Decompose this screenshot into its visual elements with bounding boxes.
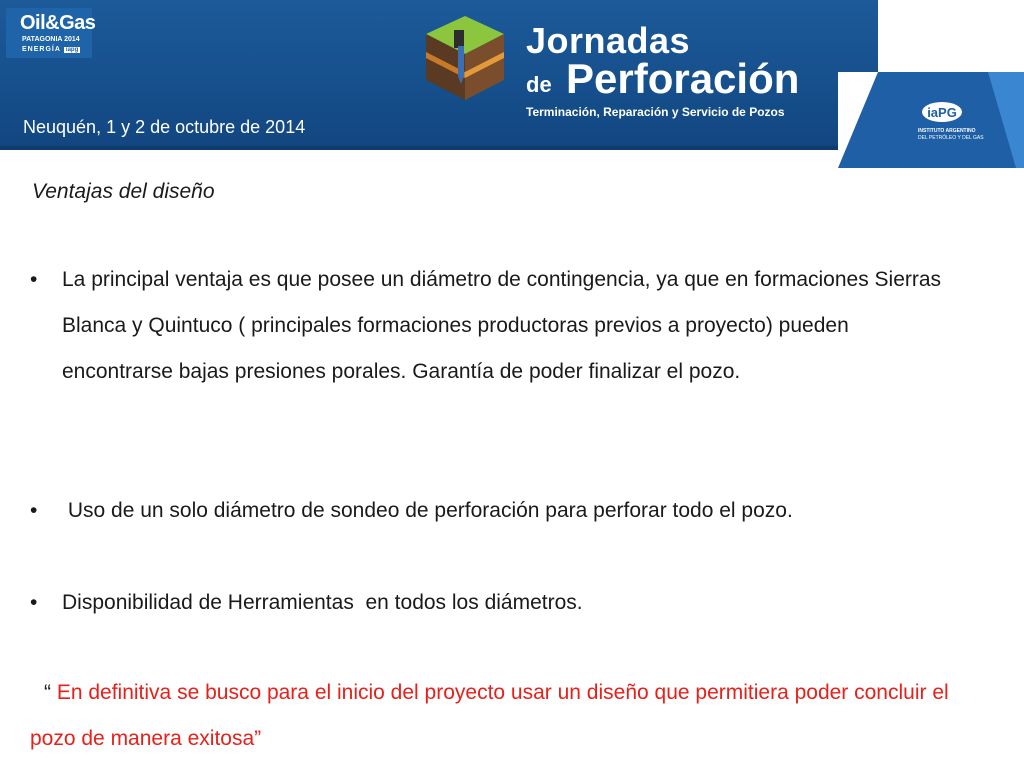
org-logo-text: iaPG xyxy=(927,105,957,120)
org-name-line2: DEL PETRÓLEO Y DEL GAS xyxy=(918,135,984,141)
event-title-de: de xyxy=(526,72,552,97)
conclusion-text: En definitiva se busco para el inicio del proyecto usar un diseño que permitiera poder concluir el pozo de manera exitosa” xyxy=(30,681,949,750)
conclusion-quote xyxy=(30,670,990,762)
bullet-marker: • xyxy=(30,499,38,522)
event-subtitle: Terminación, Reparación y Servicio de Pozos xyxy=(526,105,785,119)
badge-subtitle: PATAGONIA 2014 xyxy=(22,36,80,43)
org-name-line1: INSTITUTO ARGENTINO xyxy=(918,128,976,134)
badge-energy: ENERGÍA iapg xyxy=(22,46,79,53)
section-heading: Ventajas del diseño xyxy=(32,180,215,203)
open-quote: “ xyxy=(44,681,57,704)
bullet-marker: • xyxy=(30,591,38,614)
bullet-marker: • xyxy=(30,268,38,291)
badge-title: Oil&Gas xyxy=(20,12,96,34)
oil-gas-badge xyxy=(6,8,96,58)
banner-divider xyxy=(0,146,840,150)
event-title-line1: Jornadas xyxy=(526,20,691,61)
bullet-text-1: La principal ventaja es que posee un diámetro de contingencia, ya que en formaciones Sierras Blanca y Quintuco ( principales formaciones productoras previos a proyecto) pueden encontrarse bajas presiones porales. Garantía de poder finalizar el pozo. xyxy=(62,268,942,383)
badge-iapg-tag: iapg xyxy=(65,47,79,53)
event-title-main: Perforación xyxy=(566,55,800,102)
bullet-text-2: Uso de un solo diámetro de sondeo de perforación para perforar todo el pozo. xyxy=(62,499,793,522)
location-date: Neuquén, 1 y 2 de octubre de 2014 xyxy=(23,117,306,137)
bullet-text-3: Disponibilidad de Herramientas en todos los diámetros. xyxy=(62,591,583,614)
drilling-cube-icon xyxy=(422,12,508,104)
